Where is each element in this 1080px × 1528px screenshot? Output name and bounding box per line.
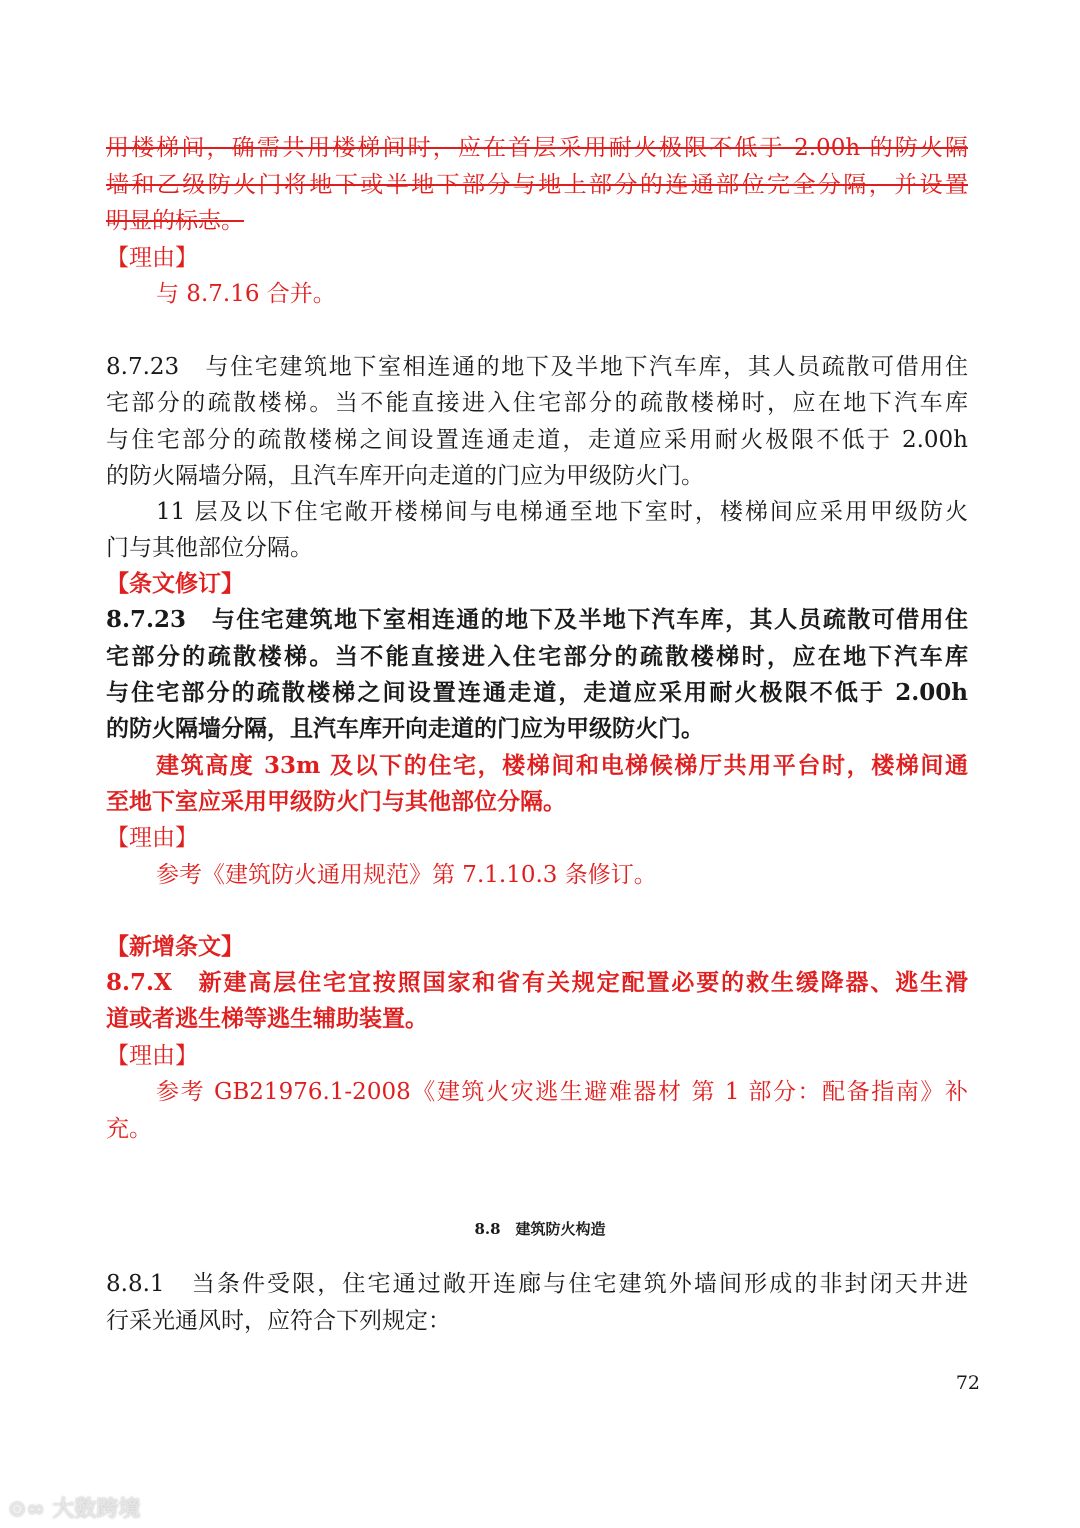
reason-text: 充。 (106, 1116, 152, 1142)
new-clause-line: 道或者逃生梯等逃生辅助装置。 (106, 1005, 428, 1032)
original-line: 门与其他部位分隔。 (106, 535, 313, 561)
original-line: 宅部分的疏散楼梯。当不能直接进入住宅部分的疏散楼梯时，应在地下汽车库 (106, 390, 968, 416)
new-clause-label: 【新增条文】 (106, 933, 244, 960)
reason-label: 【理由】 (106, 825, 198, 851)
watermark-icon: ⊙∞ (8, 1497, 53, 1522)
original-line: 8.7.23 与住宅建筑地下室相连通的地下及半地下汽车库，其人员疏散可借用住 (106, 354, 968, 380)
original-line: 11 层及以下住宅敞开楼梯间与电梯通至地下室时，楼梯间应采用甲级防火 (156, 499, 968, 525)
deleted-line: 用楼梯间，确需共用楼梯间时，应在首层采用耐火极限不低于 2.00h 的防火隔 (106, 135, 968, 161)
watermark-text: 大数跨境 (52, 1497, 141, 1522)
original-line: 与住宅部分的疏散楼梯之间设置连通走道，走道应采用耐火极限不低于 2.00h (106, 427, 968, 453)
reason-label: 【理由】 (106, 245, 198, 271)
reason-text: 与 8.7.16 合并。 (156, 281, 336, 307)
revised-line: 8.7.23 与住宅建筑地下室相连通的地下及半地下汽车库，其人员疏散可借用住 (106, 606, 968, 633)
section-line: 8.8.1 当条件受限，住宅通过敞开连廊与住宅建筑外墙间形成的非封闭天井进 (106, 1271, 968, 1297)
watermark-logo (8, 1492, 140, 1523)
original-line: 的防火隔墙分隔，且汽车库开向走道的门应为甲级防火门。 (106, 463, 704, 489)
revised-line: 建筑高度 33m 及以下的住宅，楼梯间和电梯候梯厅共用平台时，楼梯间通 (156, 752, 968, 779)
reason-label: 【理由】 (106, 1043, 198, 1069)
revised-line: 宅部分的疏散楼梯。当不能直接进入住宅部分的疏散楼梯时，应在地下汽车库 (106, 643, 968, 670)
section-line: 行采光通风时，应符合下列规定： (106, 1308, 451, 1334)
deleted-line: 明显的标志。 (106, 208, 244, 234)
new-clause-line: 8.7.X 新建高层住宅宜按照国家和省有关规定配置必要的救生缓降器、逃生滑 (106, 969, 968, 996)
revised-line: 的防火隔墙分隔，且汽车库开向走道的门应为甲级防火门。 (106, 715, 704, 742)
reason-text: 参考 GB21976.1-2008《建筑火灾逃生避难器材 第 1 部分：配备指南》补 (156, 1079, 968, 1105)
section-heading: 8.8 建筑防火构造 (474, 1220, 606, 1238)
revised-line: 与住宅部分的疏散楼梯之间设置连通走道，走道应采用耐火极限不低于 2.00h (106, 679, 968, 706)
revision-label: 【条文修订】 (106, 570, 244, 597)
deleted-line: 墙和乙级防火门将地下或半地下部分与地上部分的连通部位完全分隔，并设置 (106, 172, 968, 198)
reason-text: 参考《建筑防火通用规范》第 7.1.10.3 条修订。 (156, 862, 657, 888)
page-number: 72 (955, 1372, 980, 1394)
revised-line: 至地下室应采用甲级防火门与其他部位分隔。 (106, 788, 566, 815)
